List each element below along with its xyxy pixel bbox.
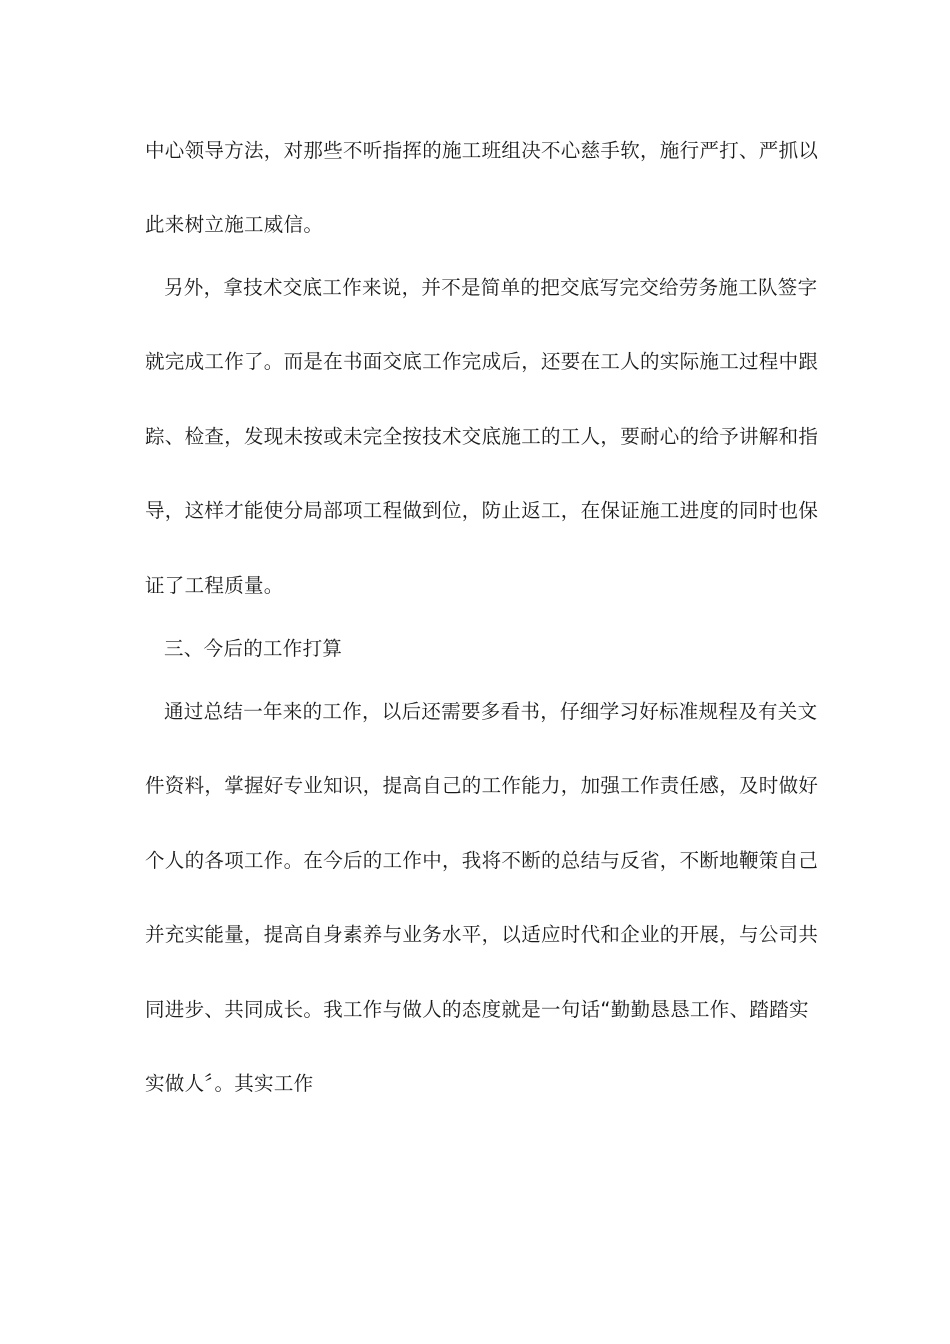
text-line-1: 中心领导方法，对那些不听指挥的施工班组决不心慈手软，施行严打、严抓以 <box>145 139 819 162</box>
text-line-7: 证了工程质量。 <box>145 574 284 597</box>
text-line-13: 同进步、共同成长。我工作与做人的态度就是一句话“勤勤恳恳工作、踏踏实 <box>145 998 809 1021</box>
text-line-9: 通过总结一年来的工作，以后还需要多看书，仔细学习好标准规程及有关文 <box>164 700 818 723</box>
text-line-2: 此来树立施工威信。 <box>145 213 324 236</box>
text-line-10: 件资料，掌握好专业知识，提高自己的工作能力，加强工作责任感，及时做好 <box>145 774 819 797</box>
text-line-4: 就完成工作了。而是在书面交底工作完成后，还要在工人的实际施工过程中跟 <box>145 350 819 373</box>
text-line-11: 个人的各项工作。在今后的工作中，我将不断的总结与反省，不断地鞭策自己 <box>145 849 819 872</box>
text-line-14: 实做人〞。其实工作 <box>145 1072 314 1095</box>
section-heading: 三、今后的工作打算 <box>164 637 343 660</box>
text-line-3: 另外，拿技术交底工作来说，并不是简单的把交底写完交给劳务施工队签字 <box>164 276 818 299</box>
text-line-6: 导，这样才能使分局部项工程做到位，防止返工，在保证施工进度的同时也保 <box>145 499 819 522</box>
text-line-5: 踪、检查，发现未按或未完全按技术交底施工的工人，要耐心的给予讲解和指 <box>145 425 819 448</box>
text-line-12: 并充实能量，提高自身素养与业务水平，以适应时代和企业的开展，与公司共 <box>145 923 819 946</box>
